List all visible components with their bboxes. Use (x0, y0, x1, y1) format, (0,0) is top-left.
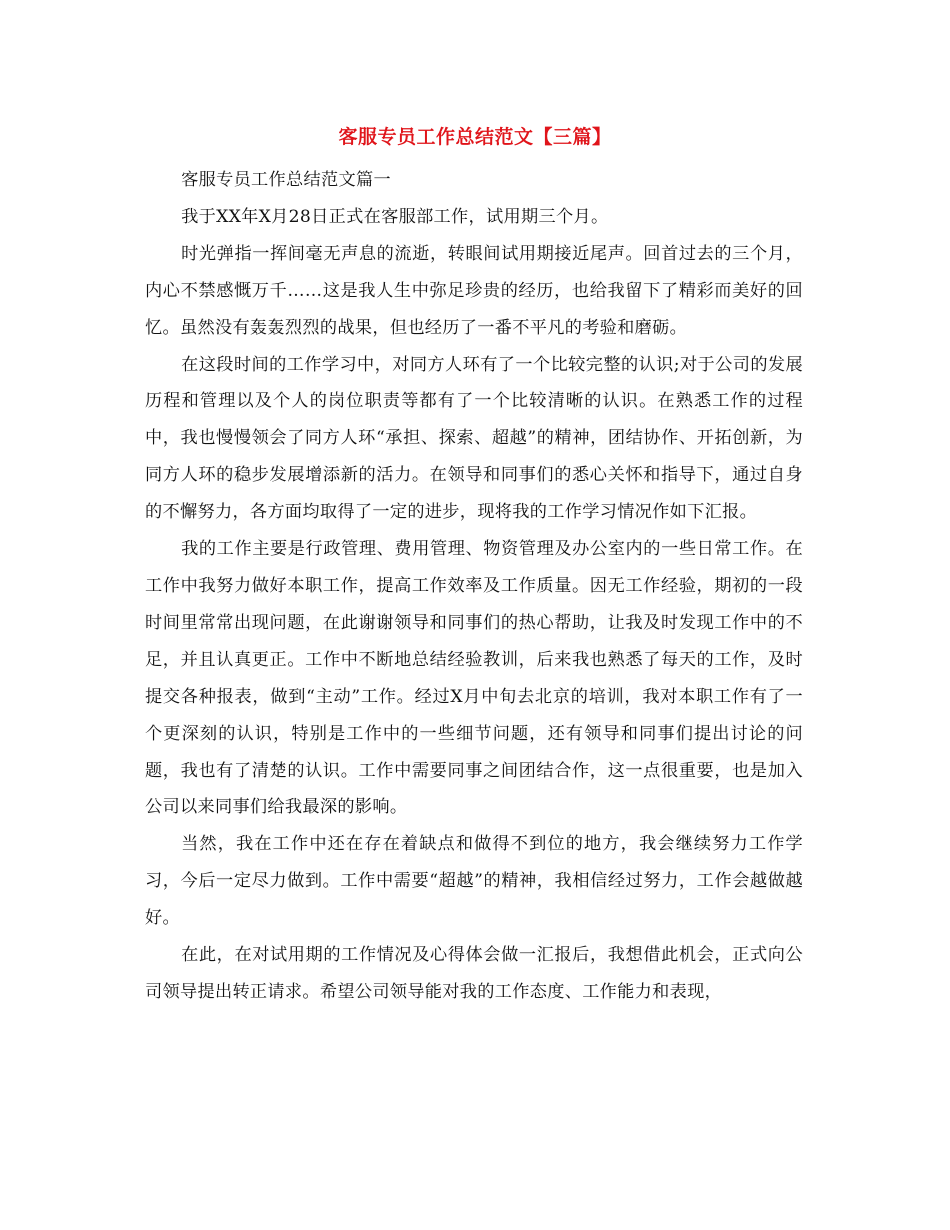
paragraph: 在此，在对试用期的工作情况及心得体会做一汇报后，我想借此机会，正式向公司领导提出转正请求。希望公司领导能对我的工作态度、工作能力和表现， (145, 945, 803, 1002)
document-body (145, 162, 803, 1011)
paragraph: 时光弹指一挥间毫无声息的流逝，转眼间试用期接近尾声。回首过去的三个月，内心不禁感慨万千……这是我人生中弥足珍贵的经历，也给我留下了精彩而美好的回忆。虽然没有轰轰烈烈的战果，但也经历了一番不平凡的考验和磨砺。 (145, 243, 803, 338)
paragraph: 当然，我在工作中还在存在着缺点和做得不到位的地方，我会继续努力工作学习，今后一定尽力做到。工作中需要“超越”的精神，我相信经过努力，工作会越做越好。 (145, 834, 803, 929)
document-title: 客服专员工作总结范文【三篇】 (338, 126, 612, 148)
paragraph: 我的工作主要是行政管理、费用管理、物资管理及办公室内的一些日常工作。在工作中我努力做好本职工作，提高工作效率及工作质量。因无工作经验，期初的一段时间里常常出现问题，在此谢谢领导和同事们的热心帮助，让我及时发现工作中的不足，并且认真更正。工作中不断地总结经验教训，后来我也熟悉了每天的工作，及时提交各种报表，做到“主动”工作。经过X月中旬去北京的培训，我对本职工作有了一个更深刻的认识，特别是工作中的一些细节问题，还有领导和同事们提出讨论的问题，我也有了清楚的认识。工作中需要同事之间团结合作，这一点很重要，也是加入公司以来同事们给我最深的影响。 (145, 539, 803, 818)
paragraph: 在这段时间的工作学习中，对同方人环有了一个比较完整的认识;对于公司的发展历程和管理以及个人的岗位职责等都有了一个比较清晰的认识。在熟悉工作的过程中，我也慢慢领会了同方人环“承担、探索、超越”的精神，团结协作、开拓创新，为同方人环的稳步发展增添新的活力。在领导和同事们的悉心关怀和指导下，通过自身的不懈努力，各方面均取得了一定的进步，现将我的工作学习情况作如下汇报。 (145, 354, 803, 523)
section-heading: 客服专员工作总结范文篇一 (181, 170, 391, 190)
paragraph: 我于XX年X月28日正式在客服部工作，试用期三个月。 (181, 206, 609, 227)
